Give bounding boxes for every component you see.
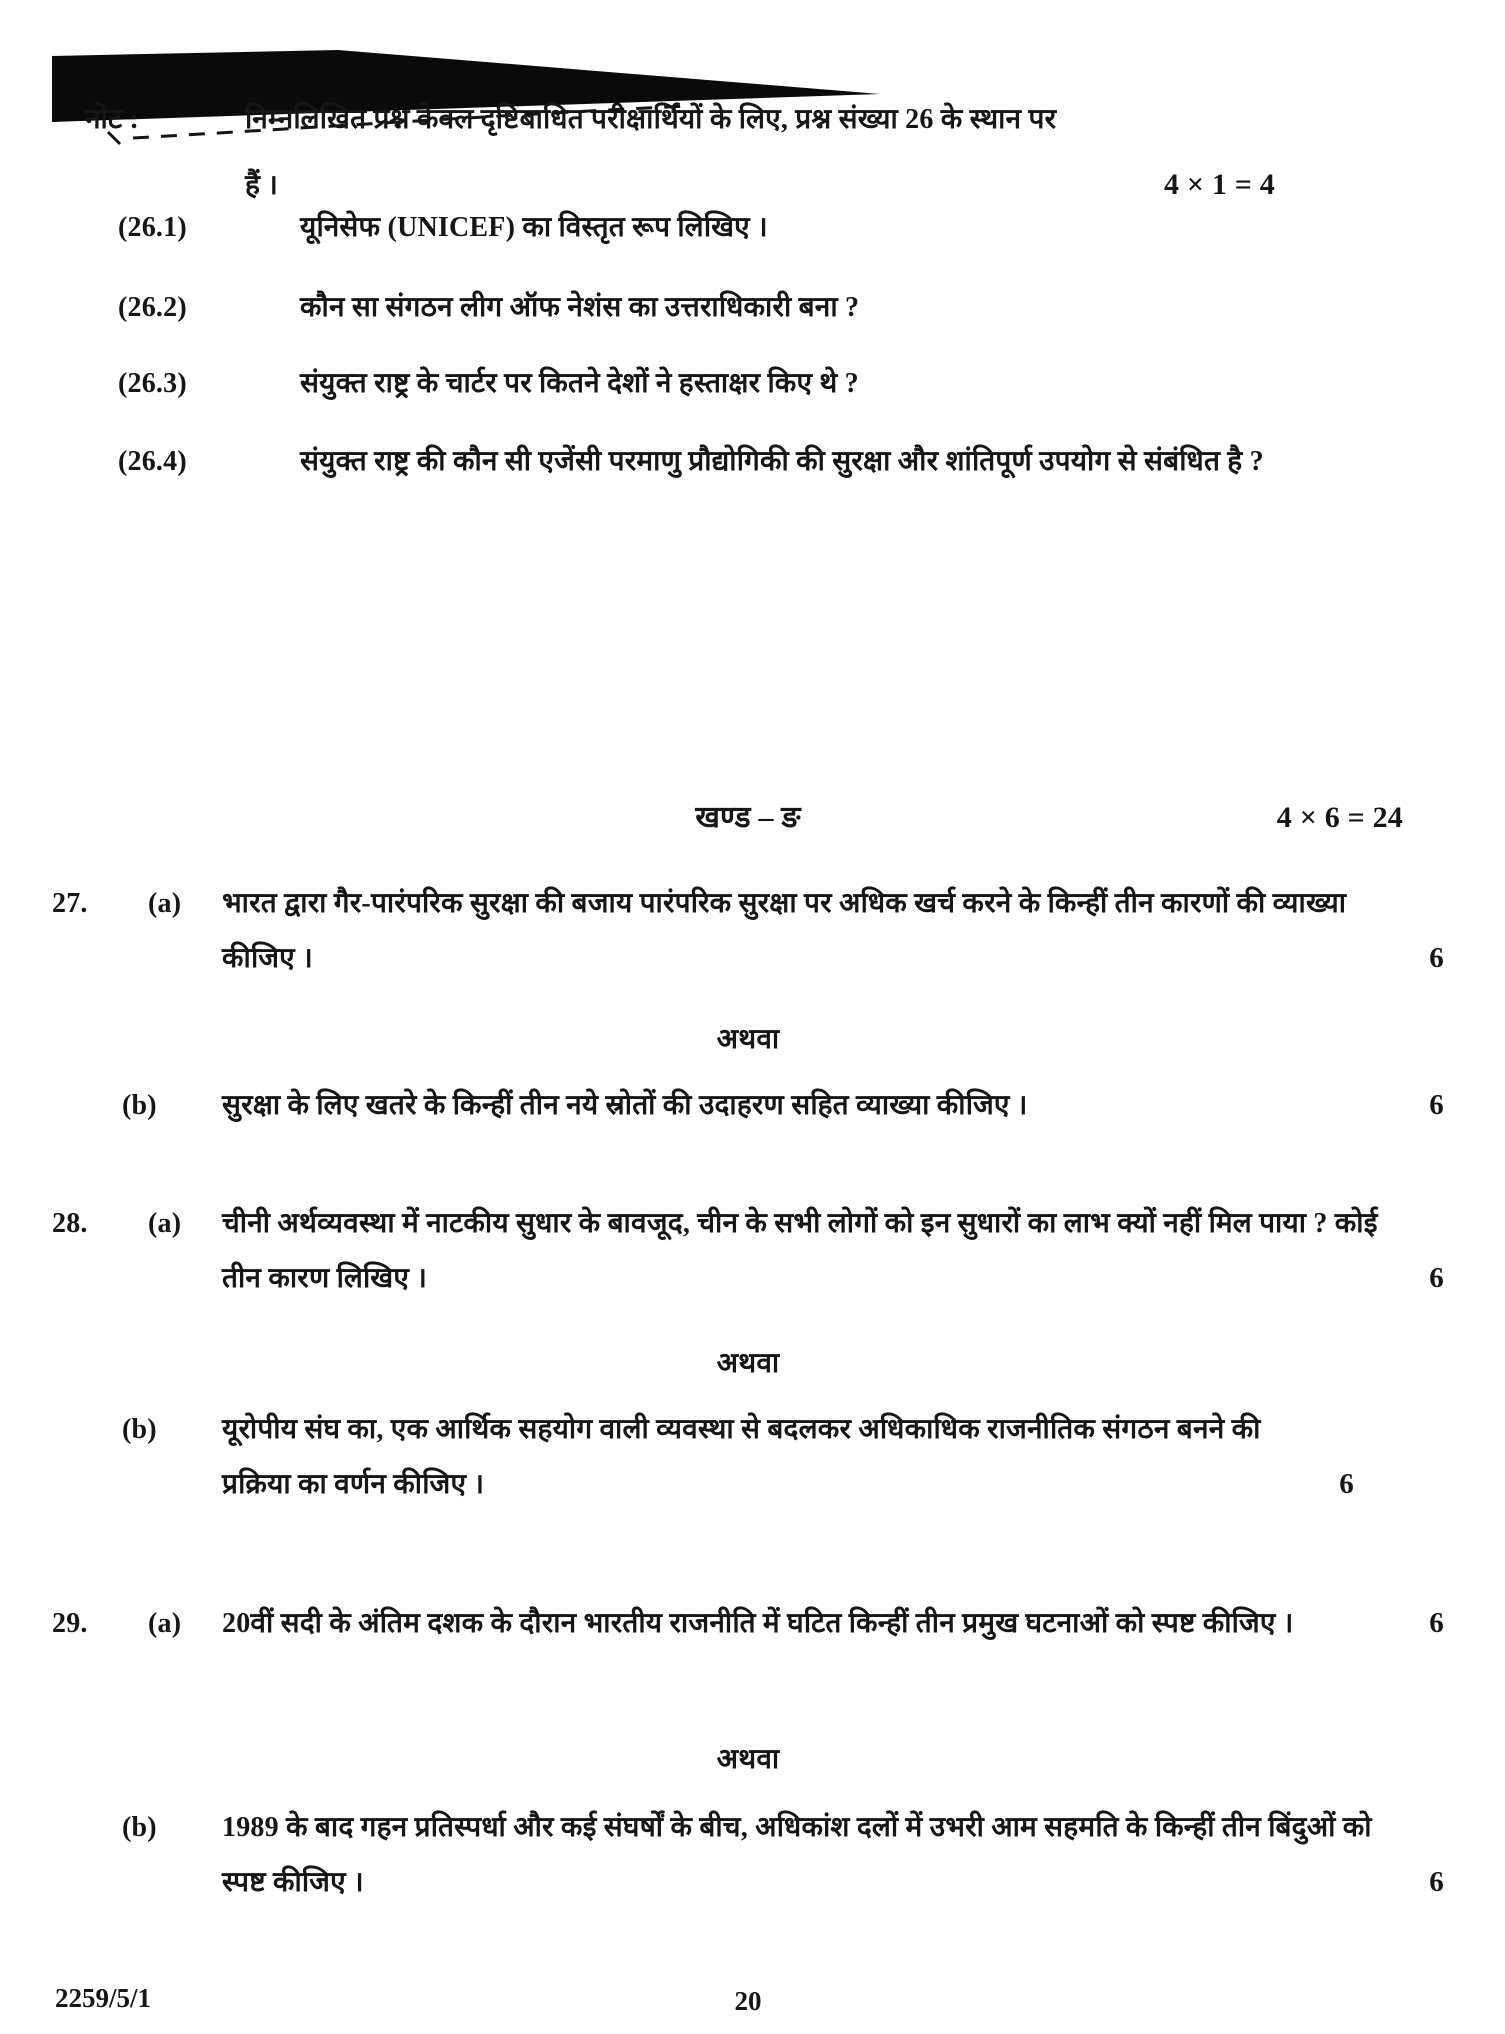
- subquestion-text: कौन सा संगठन लीग ऑफ नेशंस का उत्तराधिकारी बना ?: [300, 292, 860, 323]
- part-label: (a): [148, 1208, 182, 1239]
- marks-value: 6: [1339, 1468, 1354, 1500]
- note-body: [245, 92, 1275, 213]
- question-number: 29.: [52, 1608, 88, 1639]
- question-text: चीनी अर्थव्यवस्था में नाटकीय सुधार के बावजूद, चीन के सभी लोगों को इन सुधारों का लाभ क्यों नहीं मिल पाया ? कोई तीन कारण लिखिए ।: [222, 1208, 1378, 1294]
- part-label: (a): [148, 888, 182, 919]
- or-separator: अथवा: [716, 1744, 780, 1775]
- marks-value: 6: [1429, 1089, 1444, 1121]
- subquestion-26-2: [118, 280, 1403, 335]
- section-header: [52, 790, 1444, 846]
- marks-value: 6: [1429, 1607, 1444, 1639]
- subquestion-number: (26.3): [118, 368, 187, 399]
- note-block: [85, 92, 1275, 213]
- part-label: (b): [122, 1812, 157, 1843]
- or-separator: अथवा: [716, 1024, 780, 1055]
- question-text: भारत द्वारा गैर-पारंपरिक सुरक्षा की बजाय पारंपरिक सुरक्षा पर अधिक खर्च करने के किन्हीं तीन कारणों की व्याख्या कीजिए ।: [222, 888, 1347, 974]
- question-text: सुरक्षा के लिए खतरे के किन्हीं तीन नये स्रोतों की उदाहरण सहित व्याख्या कीजिए ।: [222, 1090, 1028, 1121]
- question-28a: [52, 1196, 1444, 1306]
- part-label: (b): [122, 1090, 157, 1121]
- subquestion-26-3: [118, 356, 1403, 411]
- note-text-line2: हैं ।: [245, 170, 279, 201]
- question-number-spacer: [52, 1402, 122, 1512]
- marks-value: 6: [1429, 942, 1444, 974]
- marks-value: 6: [1429, 1866, 1444, 1898]
- section-title: खण्ड – ङ: [695, 801, 801, 834]
- question-27a: [52, 876, 1444, 986]
- question-28b: [52, 1402, 1444, 1512]
- note-label: नोट :: [85, 104, 140, 135]
- subquestion-text: संयुक्त राष्ट्र की कौन सी एजेंसी परमाणु प्रौद्योगिकी की सुरक्षा और शांतिपूर्ण उपयोग से संबंधित है ?: [300, 446, 1264, 477]
- subquestion-number: (26.1): [118, 212, 187, 243]
- note-marks: 4 × 1 = 4: [1164, 168, 1275, 201]
- section-marks: 4 × 6 = 24: [1276, 801, 1403, 834]
- or-separator: अथवा: [716, 1348, 780, 1379]
- question-27b: [52, 1078, 1444, 1133]
- note-text-line1: निम्नलिखित प्रश्न केवल दृष्टिबाधित परीक्षार्थियों के लिए, प्रश्न संख्या 26 के स्थान पर: [245, 104, 1057, 135]
- part-label: (a): [148, 1608, 182, 1639]
- subquestion-text: यूनिसेफ (UNICEF) का विस्तृत रूप लिखिए ।: [300, 212, 768, 243]
- question-29a: [52, 1596, 1444, 1651]
- question-text: यूरोपीय संघ का, एक आर्थिक सहयोग वाली व्यवस्था से बदलकर अधिकाधिक राजनीतिक संगठन बनने की प्रक्रिया का वर्णन कीजिए ।: [222, 1414, 1261, 1500]
- subquestion-number: (26.2): [118, 292, 187, 323]
- question-text: 20वीं सदी के अंतिम दशक के दौरान भारतीय राजनीति में घटित किन्हीं तीन प्रमुख घटनाओं को स्पष्ट कीजिए ।: [222, 1608, 1294, 1639]
- subquestion-text: संयुक्त राष्ट्र के चार्टर पर कितने देशों ने हस्ताक्षर किए थे ?: [300, 368, 859, 399]
- part-label: (b): [122, 1414, 157, 1445]
- subquestion-number: (26.4): [118, 446, 187, 477]
- question-number: 27.: [52, 888, 88, 919]
- question-text: 1989 के बाद गहन प्रतिस्पर्धा और कई संघर्षों के बीच, अधिकांश दलों में उभरी आम सहमति के किन्हीं तीन बिंदुओं को स्पष्ट कीजिए ।: [222, 1812, 1372, 1898]
- footer-paper-code: 2259/5/1: [55, 1983, 152, 2013]
- question-number: 28.: [52, 1208, 88, 1239]
- marks-value: 6: [1429, 1262, 1444, 1294]
- question-number-spacer: [52, 1800, 122, 1910]
- question-number-spacer: [52, 1078, 122, 1133]
- question-29b: [52, 1800, 1444, 1910]
- footer-page-number: 20: [734, 1986, 762, 2016]
- subquestion-26-4: [118, 434, 1403, 489]
- subquestion-26-1: [118, 200, 1403, 255]
